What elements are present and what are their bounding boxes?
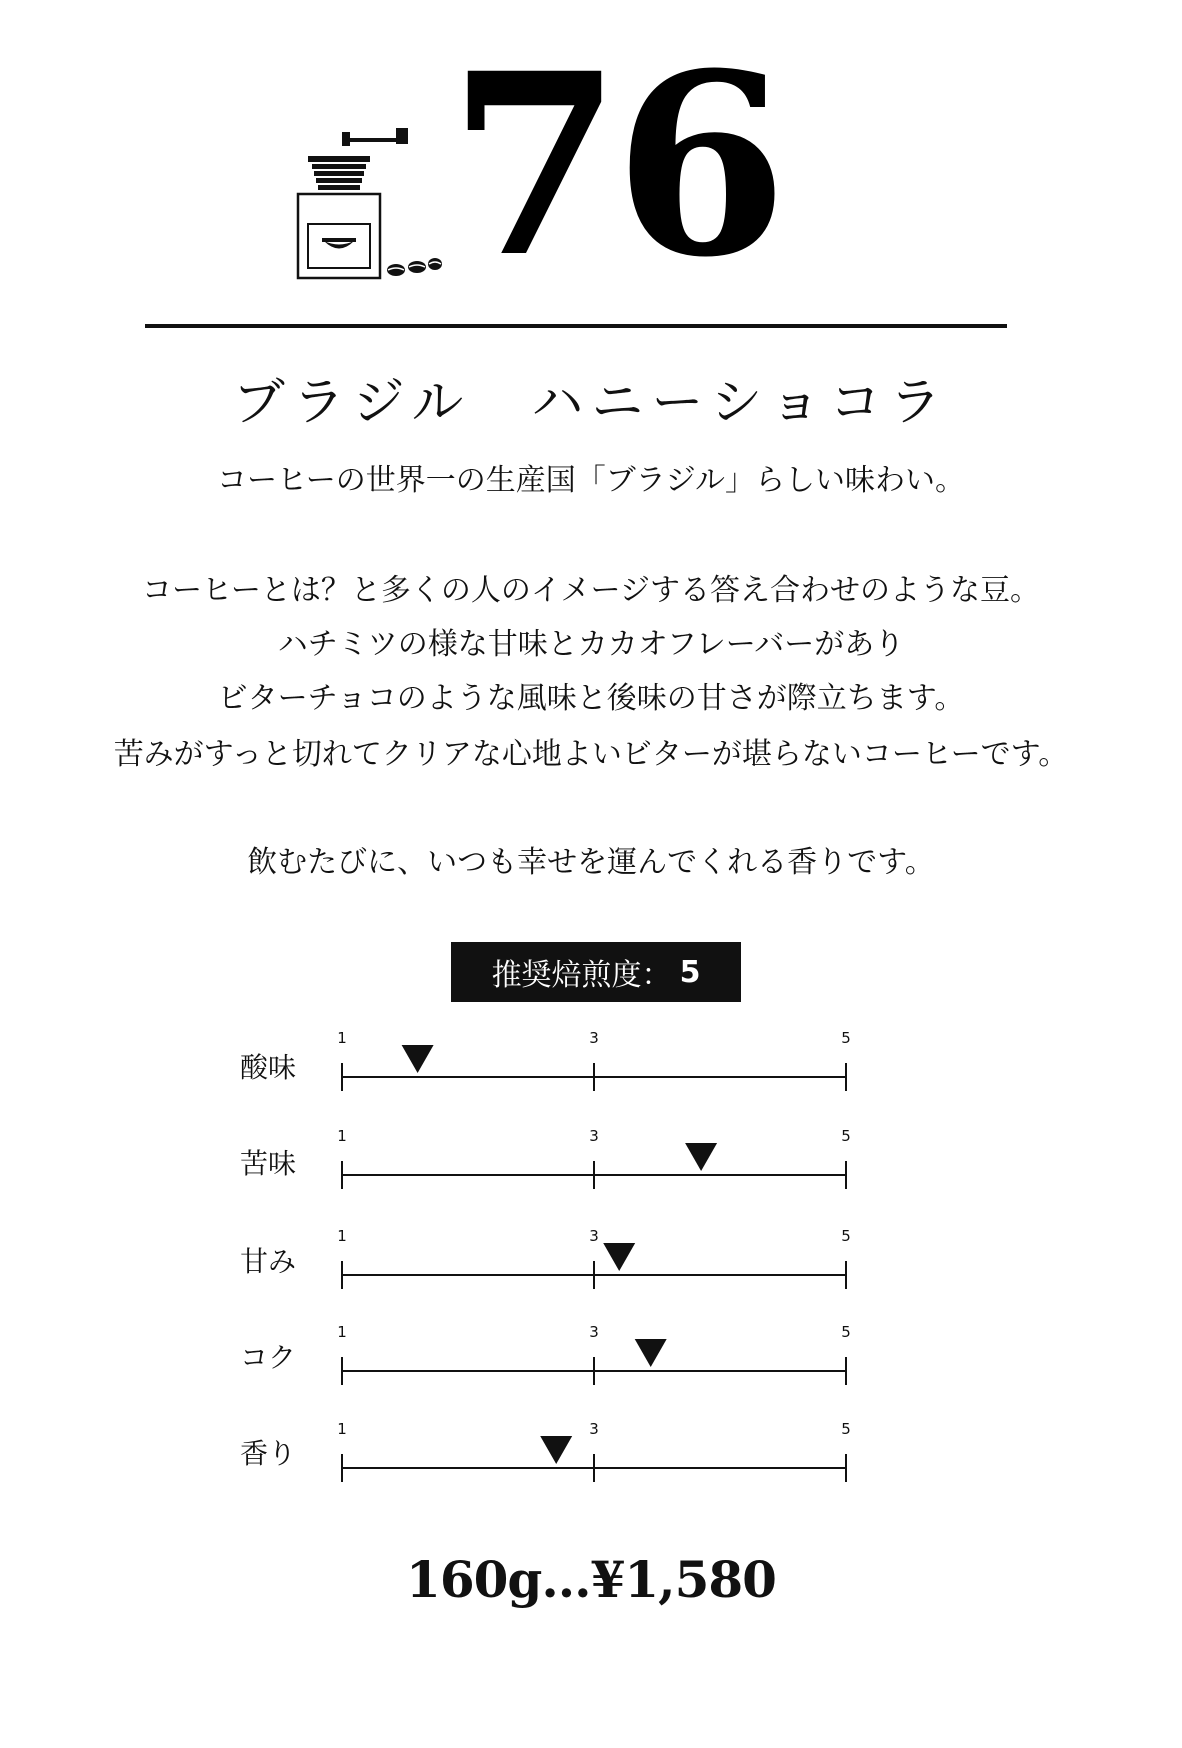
product-title: ブラジル ハニーショコラ [232,373,950,433]
description-line-2: コーヒーとは？と多くの人のイメージする答え合わせのような豆。 [142,573,1040,608]
triangle-marker-icon [402,1045,434,1073]
coffee-beans-icon [387,258,442,276]
scale-tick-label-acidity: 5 [841,1029,851,1047]
description-line-3: ハチミツの様な甘味とカカオフレーバーがあり [277,627,905,662]
scale-tick-label-acidity: 1 [337,1029,347,1047]
description-line-5: 苦みがすっと切れてクリアな心地よいビターが堪らないコーヒーです。 [113,737,1069,772]
scale-tick-label-sweetness: 5 [841,1227,851,1245]
scale-tick-label-aroma: 1 [337,1420,347,1438]
triangle-marker-icon [635,1339,667,1367]
divider [145,324,1007,328]
price: 160g...¥1,580 [406,1550,776,1609]
scale-tick-label-acidity: 3 [589,1029,599,1047]
description-line-1: コーヒーの世界一の生産国「ブラジル」らしい味わい。 [216,463,966,498]
scale-tick-label-bitterness: 3 [589,1127,599,1145]
scale-tick-label-body: 1 [337,1323,347,1341]
triangle-marker-icon [540,1436,572,1464]
scale-label-sweetness: 甘み [240,1245,297,1278]
roast-level-badge [451,942,741,1002]
scale-tick-label-aroma: 5 [841,1420,851,1438]
description-line-6: 飲むたびに、いつも幸せを運んでくれる香りです。 [247,845,935,880]
scale-tick-label-sweetness: 3 [589,1227,599,1245]
scale-label-bitterness: 苦味 [240,1147,297,1180]
scale-tick-label-aroma: 3 [589,1420,599,1438]
scale-tick-label-body: 5 [841,1323,851,1341]
scale-tick-label-bitterness: 1 [337,1127,347,1145]
scale-label-acidity: 酸味 [240,1051,297,1084]
description-line-4: ビターチョコのような風味と後味の甘さが際立ちます。 [217,681,965,716]
scale-tick-label-body: 3 [589,1323,599,1341]
roast-level-value: 5 [679,954,701,990]
scale-tick-label-bitterness: 5 [841,1127,851,1145]
coffee-grinder-icon [296,128,446,280]
product-number: 76 [448,18,780,312]
scale-label-aroma: 香り [240,1437,297,1470]
roast-level-label: 推奨焙煎度： [491,958,672,993]
triangle-marker-icon [685,1143,717,1171]
scale-label-body: コク [240,1341,297,1374]
triangle-marker-icon [603,1243,635,1271]
scale-tick-label-sweetness: 1 [337,1227,347,1245]
